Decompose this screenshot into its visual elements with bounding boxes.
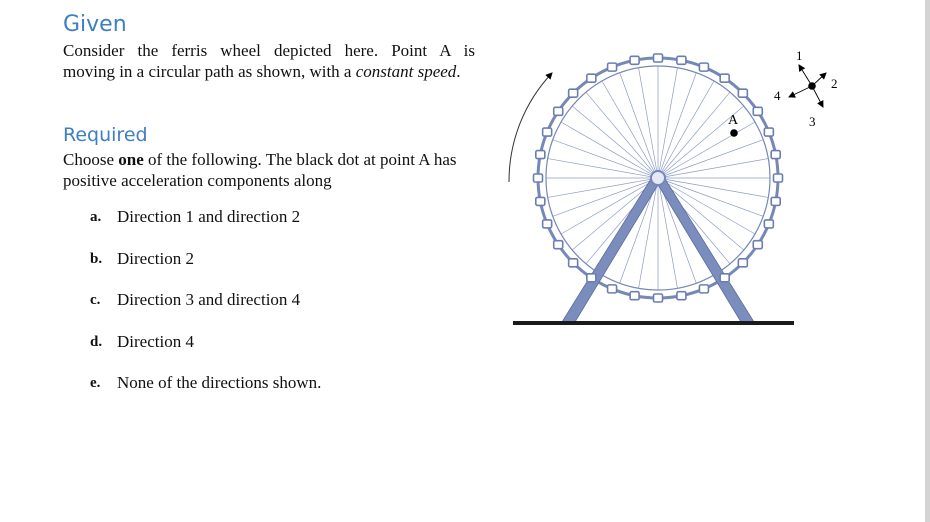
direction-3-label: 3 — [809, 114, 816, 129]
given-line-2 — [63, 61, 475, 82]
gondola — [677, 56, 686, 64]
gondola — [771, 151, 780, 159]
given-paragraph — [63, 40, 475, 82]
choice-d[interactable] — [90, 332, 321, 374]
gondola — [543, 220, 552, 228]
ground-line — [513, 321, 794, 325]
gondola — [587, 74, 596, 82]
gondola — [753, 107, 762, 115]
choice-text: Direction 1 and direction 2 — [117, 207, 301, 226]
choice-text: Direction 2 — [117, 248, 194, 268]
gondola — [654, 54, 663, 62]
wheel-hub — [651, 171, 665, 185]
gondola — [720, 74, 729, 82]
gondola — [764, 128, 773, 136]
constant-speed-emphasis: constant speed — [355, 62, 457, 81]
direction-2-arrow — [812, 73, 826, 86]
choice-letter: d. — [90, 333, 103, 350]
direction-3-arrow — [812, 86, 823, 107]
gondola — [536, 197, 545, 205]
point-a-label: A — [728, 113, 739, 128]
given-line-1: Consider the ferris wheel depicted here. Point A is — [63, 41, 475, 60]
direction-4-label: 4 — [774, 88, 781, 103]
gondola — [608, 63, 617, 71]
ferris-wheel-figure — [500, 40, 850, 340]
required-line-2: positive acceleration components along — [63, 171, 332, 190]
choice-e[interactable] — [90, 373, 321, 415]
gondola — [753, 241, 762, 249]
given-heading: Given — [63, 12, 127, 37]
gondola — [536, 151, 545, 159]
gondola — [630, 56, 639, 64]
one-emphasis: one — [118, 150, 144, 169]
choice-text: Direction 3 and direction 4 — [117, 290, 301, 309]
required-paragraph — [63, 149, 483, 191]
gondola — [534, 174, 543, 182]
direction-1-label: 1 — [796, 48, 803, 63]
choice-letter: a. — [90, 209, 102, 225]
gondola — [774, 174, 783, 182]
gondola — [699, 63, 708, 71]
choice-a[interactable] — [90, 207, 321, 249]
gondola — [554, 107, 563, 115]
gondola — [554, 241, 563, 249]
gondola — [587, 274, 596, 282]
required-heading: Required — [63, 124, 148, 146]
answer-choices — [90, 207, 321, 415]
gondola — [699, 285, 708, 293]
choice-letter: e. — [90, 375, 101, 391]
given-line-2-text: moving in a circular path as shown, with a — [63, 62, 356, 81]
choice-letter: b. — [90, 250, 103, 267]
gondola — [738, 89, 747, 97]
choice-b[interactable] — [90, 249, 321, 291]
direction-1-arrow — [799, 65, 812, 86]
gondola — [608, 285, 617, 293]
point-a-dot — [730, 129, 738, 137]
gondola — [720, 274, 729, 282]
gondola — [569, 259, 578, 267]
required-line-1-text: Choose — [63, 150, 119, 169]
choice-text: None of the directions shown. — [117, 373, 322, 392]
gondola — [630, 292, 639, 300]
gondola — [771, 197, 780, 205]
choice-c[interactable] — [90, 290, 321, 332]
gondola — [543, 128, 552, 136]
gondola — [738, 259, 747, 267]
gondola — [764, 220, 773, 228]
support-leg-right — [654, 174, 754, 322]
direction-2-label: 2 — [831, 76, 838, 91]
direction-4-arrow — [789, 86, 812, 97]
choice-text: Direction 4 — [117, 331, 194, 351]
gondola — [677, 292, 686, 300]
gondola — [569, 89, 578, 97]
choice-letter: c. — [90, 292, 101, 308]
page-edge-shadow — [925, 0, 930, 522]
support-leg-left — [562, 174, 662, 322]
given-line-2-end: . — [456, 62, 461, 81]
required-line-1-end: of the following. The black dot at point A has — [143, 150, 457, 169]
gondola — [654, 294, 663, 302]
